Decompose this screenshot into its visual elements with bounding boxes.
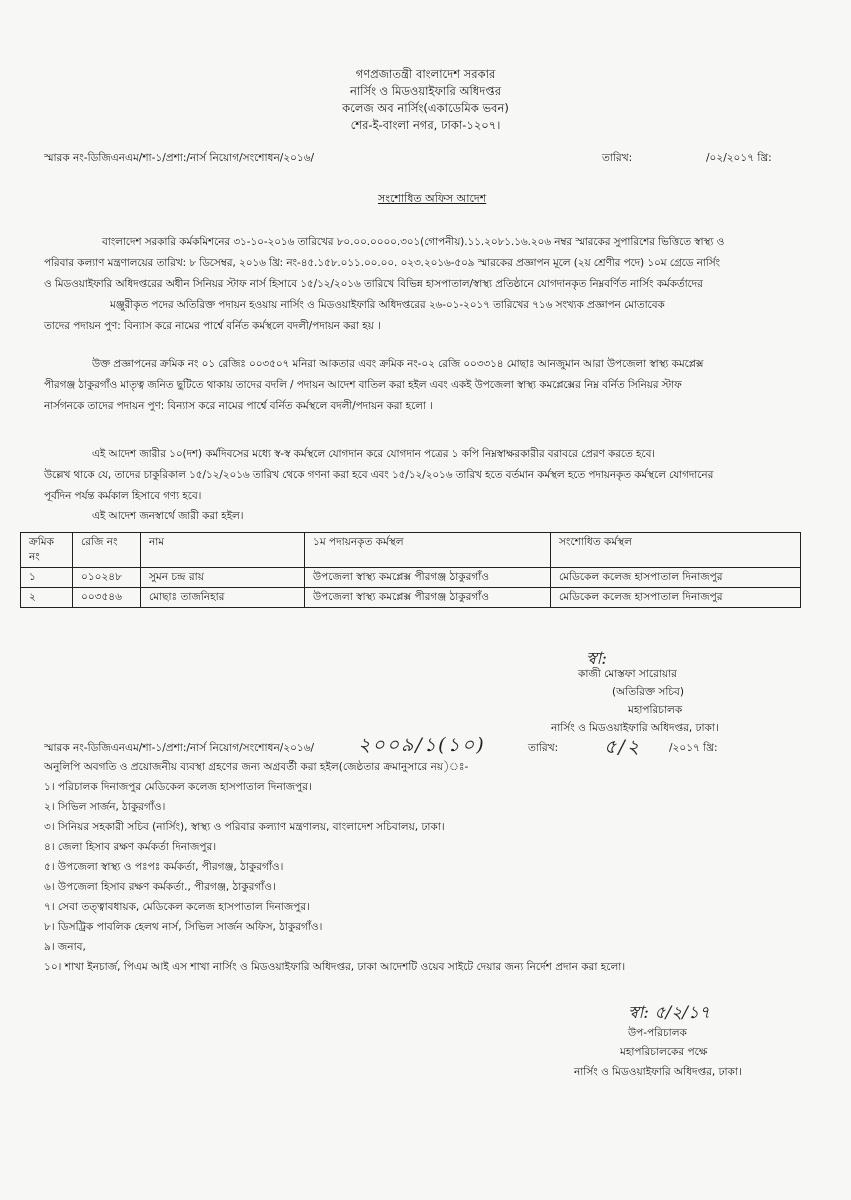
paragraph2-line: উক্ত প্রজ্ঞাপনের ক্রমিক নং ০১ রেজিঃ ০০৩৫০৭ মনিরা আকতার এবং ক্রমিক নং-০২ রেজি ০০৩৩১৪ মোছাঃ আনজুমান আরা উপজেলা স্বাস্থ্য কমপ্লেক্স	[92, 358, 704, 370]
table-header-row	[21, 533, 801, 568]
paragraph3-line: পূর্বদিন পর্যন্ত কর্মকাল হিসাবে গণ্য হবে।	[44, 490, 202, 502]
paragraph3-line: উল্লেখ থাকে যে, তাদের চাকুরিকাল ১৫/১২/২০১৬ তারিখ থেকে গণনা করা হবে এবং ১৫/১২/২০১৬ তারিখ হতে বর্তমান কর্মস্থল হতে পদায়নকৃত কর্মস্থলে যোগদানের	[44, 469, 714, 481]
column-header-reg-no: রেজি নং	[73, 533, 141, 568]
memo2-reference: স্মারক নং-ডিজিএনএম/শা-১/প্রশা:/নার্স নিয়োগ/সংশোধন/২০১৬/	[44, 742, 315, 754]
memo-reference: স্মারক নং-ডিজিএনএম/শা-১/প্রশা:/নার্স নিয়োগ/সংশোধন/২০১৬/	[44, 152, 315, 164]
column-header-first-posting: ১ম পদায়নকৃত কর্মস্থল	[305, 533, 551, 568]
table-row	[21, 588, 801, 608]
cell-reg-no: ০০৩৫৪৬	[73, 588, 141, 608]
page-title: সংশোধিত অফিস আদেশ	[378, 192, 487, 205]
paragraph3-line: এই আদেশ জারীর ১০(দশ) কর্মদিবসের মধ্যে স্ব-স্ব কর্মস্থলে যোগদান করে যোগদান পত্রের ১ কপি নিম্নস্বাক্ষরকারীর বরাবরে প্রেরণ করতে হবে।	[92, 448, 655, 460]
paragraph1-line: বাংলাদেশ সরকারি কর্মকমিশনের ৩১-১০-২০১৬ তারিখের ৮০.০০.০০০০.৩০১(গোপনীয়).১১.২০৮১.১৬.২০৬ নম্বর স্মারকের সুপারিশের ভিত্তিতে স্বাস্থ্য ও	[102, 236, 725, 248]
copy-intro: অনুলিপি অবগতি ও প্রয়োজনীয় ব্যবস্থা গ্রহণের জন্য অগ্রবর্তী করা হইল(জেষ্ঠতার ক্রমানুসারে নয়)ঃ-	[44, 761, 469, 773]
cell-revised-posting: মেডিকেল কলেজ হাসপাতাল দিনাজপুর	[551, 588, 801, 608]
header-government: গণপ্রজাতন্ত্রী বাংলাদেশ সরকার	[355, 67, 496, 81]
memo2-handwritten-date: ৫/২	[604, 736, 642, 758]
signatory2-designation: উপ-পরিচালক	[628, 1027, 687, 1039]
paragraph1-line: পরিবার কল্যাণ মন্ত্রণালয়ের তারিখ: ৮ ডিসেম্বর, ২০১৬ খ্রি: নং-৪৫.১৫৮.০১১.০০.০০. ০২৩.২০১৬-৫০৯ স্মারকের প্রজ্ঞাপন মূলে (২য় শ্রেণীর পদে) ১০ম গ্রেডে নার্সিং	[44, 257, 720, 269]
copy-list-item: ১০। শাখা ইনচার্জ, পিএম আই এস শাখা নার্সিং ও মিডওয়াইফারি অধিদপ্তর, ঢাকা আদেশটি ওয়েব সাইটে দেয়ার জন্য নির্দেশ প্রদান করা হলো।	[44, 961, 626, 973]
signatory2-on-behalf: মহাপরিচালকের পক্ষে	[620, 1046, 708, 1058]
memo2-date-label: তারিখ:	[528, 742, 559, 754]
date-value: /০২/২০১৭ খ্রি:	[706, 152, 772, 164]
paragraph3-line: এই আদেশ জনস্বার্থে জারী করা হইল।	[92, 510, 244, 522]
signatory-name: কাজী মোস্তফা সারোয়ার	[578, 668, 677, 680]
paragraph2-line: পীরগঞ্জ ঠাকুরগাঁও মাতৃত্ব জনিত ছুটিতে থাকায় তাদের বদলি / পদায়ন আদেশ বাতিল করা হইল এবং একই উপজেলা স্বাস্থ্য কমপ্লেক্সের নিম্ন বর্নিত সিনিয়র স্টাফ	[44, 379, 682, 391]
copy-list-item: ৭। সেবা তত্ত্বাবধায়ক, মেডিকেল কলেজ হাসপাতাল দিনাজপুর।	[44, 901, 310, 913]
paragraph2-line: নার্সগনকে তাদের পদায়ন পুণ: বিন্যাস করে নামের পার্শ্বে বর্নিত কর্মস্থলে বদলী/পদায়ন করা হলো ।	[44, 400, 433, 412]
signatory-designation: মহাপরিচালক	[628, 704, 683, 716]
cell-serial: ১	[21, 568, 73, 588]
staff-table	[20, 532, 801, 608]
copy-list-item: ৫। উপজেলা স্বাস্থ্য ও পঃপঃ কর্মকর্তা, পীরগঞ্জ, ঠাকুরগাঁও।	[44, 861, 284, 873]
copy-list-item: ৯। জনাব,	[44, 941, 86, 953]
cell-revised-posting: মেডিকেল কলেজ হাসপাতাল দিনাজপুর	[551, 568, 801, 588]
paragraph1-line: ও মিডওয়াইফারি অধিদপ্তরের অধীন সিনিয়র স্টাফ নার্স হিসাবে ১৫/১২/২০১৬ তারিখে বিভিন্ন হাসপাতাল/স্বাস্থ্য প্রতিষ্ঠানে যোগদানকৃত নিম্নবর্ণিত নার্সিং কর্মকর্তাদের	[44, 278, 703, 290]
copy-list-item: ৩। সিনিয়র সহকারী সচিব (নার্সিং), স্বাস্থ্য ও পরিবার কল্যাণ মন্ত্রণালয়, বাংলাদেশ সচিবালয়, ঢাকা।	[44, 821, 445, 833]
column-header-revised-posting: সংশোধিত কর্মস্থল	[551, 533, 801, 568]
column-header-serial: ক্রমিক নং	[21, 533, 73, 568]
cell-serial: ২	[21, 588, 73, 608]
date-label: তারিখ:	[602, 152, 633, 164]
table-row	[21, 568, 801, 588]
copy-list-item: ৮। ডিসট্রিক পাবলিক হেলথ নার্স, সিভিল সার্জন অফিস, ঠাকুরগাঁও।	[44, 921, 323, 933]
paragraph1-line: তাদের পদায়ন পুণ: বিন্যাস করে নামের পার্শ্বে বর্নিত কর্মস্থলে বদলী/পদায়ন করা হয় ।	[44, 320, 381, 332]
header-directorate: নার্সিং ও মিডওয়াইফারি অধিদপ্তর	[349, 84, 502, 98]
cell-first-posting: উপজেলা স্বাস্থ্য কমপ্লেক্স পীরগঞ্জ ঠাকুরগাঁও	[305, 568, 551, 588]
paragraph1-line: মঞ্জুরীকৃত পদের অতিরিক্ত পদায়ন হওয়ায় নার্সিং ও মিডওয়াইফারি অধিদপ্তরের ২৬-০১-২০১৭ তারিখের ৭১৬ সংখ্যক প্রজ্ঞাপন মোতাবেক	[110, 299, 665, 311]
header-college: কলেজ অব নার্সিং(একাডেমিক ভবন)	[342, 101, 509, 115]
signatory-office: নার্সিং ও মিডওয়াইফারি অধিদপ্তর, ঢাকা।	[551, 722, 719, 734]
header-address: শের-ই-বাংলা নগর, ঢাকা-১২০৭।	[350, 118, 501, 132]
signatory-rank: (অতিরিক্ত সচিব)	[612, 686, 684, 698]
copy-list-item: ৪। জেলা হিসাব রক্ষণ কর্মকর্তা দিনাজপুর।	[44, 841, 217, 853]
copy-list-item: ২। সিভিল সার্জন, ঠাকুরগাঁও।	[44, 801, 166, 813]
cell-first-posting: উপজেলা স্বাস্থ্য কমপ্লেক্স পীরগঞ্জ ঠাকুরগাঁও	[305, 588, 551, 608]
memo2-handwritten-number: ২০০৯/১(১০)	[358, 734, 486, 756]
copy-list-item: ১। পরিচালক দিনাজপুর মেডিকেল কলেজ হাসপাতাল দিনাজপুর।	[44, 781, 312, 793]
signature-director-general: স্বা:	[586, 649, 608, 669]
signature-deputy-director: স্বা: ৫/২/১৭	[628, 1003, 711, 1023]
signatory2-office: নার্সিং ও মিডওয়াইফারি অধিদপ্তর, ঢাকা।	[574, 1066, 742, 1078]
cell-reg-no: ০১০২৪৮	[73, 568, 141, 588]
column-header-name: নাম	[141, 533, 305, 568]
copy-list-item: ৬। উপজেলা হিসাব রক্ষণ কর্মকর্তা., পীরগঞ্জ, ঠাকুরগাঁও।	[44, 881, 276, 893]
cell-name: মোছাঃ তাজনিহার	[141, 588, 305, 608]
memo2-date-suffix: /২০১৭ খ্রি:	[669, 742, 718, 754]
cell-name: সুমন চন্দ্র রায়	[141, 568, 305, 588]
